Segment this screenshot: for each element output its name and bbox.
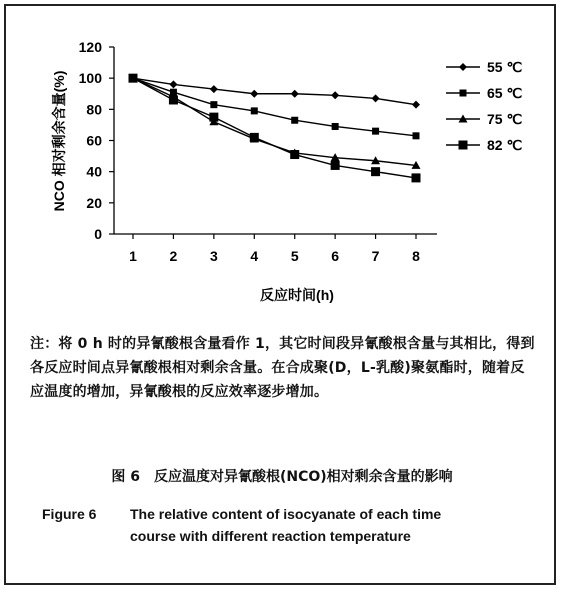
legend-marker [460, 90, 467, 97]
x-axis-label: 反应时间(h) [260, 287, 334, 303]
y-tick-label: 0 [94, 226, 102, 242]
x-tick-label: 6 [331, 248, 340, 264]
data-point [250, 133, 259, 142]
legend-marker [459, 63, 467, 71]
legend-label: 75 ℃ [487, 111, 523, 127]
data-point [412, 173, 421, 182]
legend-label: 65 ℃ [487, 85, 523, 101]
chart-legend [446, 59, 522, 153]
y-tick-label: 120 [78, 39, 102, 55]
data-point [371, 167, 380, 176]
data-point [129, 74, 138, 83]
data-point [372, 94, 380, 102]
y-axis-label: NCO 相对剩余含量(%) [51, 70, 67, 212]
data-point [331, 161, 340, 170]
y-tick-label: 60 [86, 132, 102, 149]
figure-label: Figure 6 [42, 506, 97, 522]
data-point [290, 150, 299, 159]
legend-label: 82 ℃ [487, 137, 523, 153]
x-tick-label: 2 [169, 248, 178, 264]
data-point [250, 90, 258, 98]
figure-caption-en [42, 503, 522, 547]
data-point [332, 123, 339, 130]
x-tick-label: 1 [129, 248, 137, 264]
caption-en-line1: The relative content of isocyanate of each time [130, 506, 442, 522]
x-tick-label: 7 [371, 248, 380, 264]
y-tick-label: 100 [78, 70, 102, 87]
data-point [412, 101, 420, 109]
data-point [372, 128, 379, 135]
x-tick-label: 8 [412, 248, 420, 264]
x-tick-label: 5 [290, 248, 299, 264]
data-point [291, 117, 298, 124]
chart-series [129, 74, 421, 183]
data-point [209, 113, 218, 122]
y-tick-label: 40 [86, 163, 102, 180]
x-tick-label: 4 [250, 248, 259, 264]
data-point [210, 85, 218, 93]
legend-marker [459, 141, 468, 150]
legend-label: 55 ℃ [487, 59, 523, 75]
chart-note: 注：将 0 h 时的异氰酸根含量看作 1，其它时间段异氰酸根含量与其相比，得到各反应时间点异氰酸根相对剩余含量。在合成聚(D，L-乳酸)聚氨酯时，随着反应温度的增加，异氰酸根的反应效率逐步增加。 [30, 336, 535, 400]
data-point [291, 90, 299, 98]
data-point [413, 132, 420, 139]
y-tick-label: 20 [86, 194, 102, 211]
data-point [251, 107, 258, 114]
series-line [133, 78, 416, 136]
y-tick-label: 80 [86, 101, 102, 118]
x-tick-label: 3 [209, 248, 218, 264]
data-point [210, 101, 217, 108]
caption-en-line2: course with different reaction temperature [130, 528, 411, 544]
data-point [169, 80, 177, 88]
figure-caption-cn: 图 6 反应温度对异氰酸根(NCO)相对剩余含量的影响 [111, 469, 453, 485]
data-point [331, 91, 339, 99]
data-point [169, 95, 178, 104]
chart-axes [79, 39, 437, 264]
